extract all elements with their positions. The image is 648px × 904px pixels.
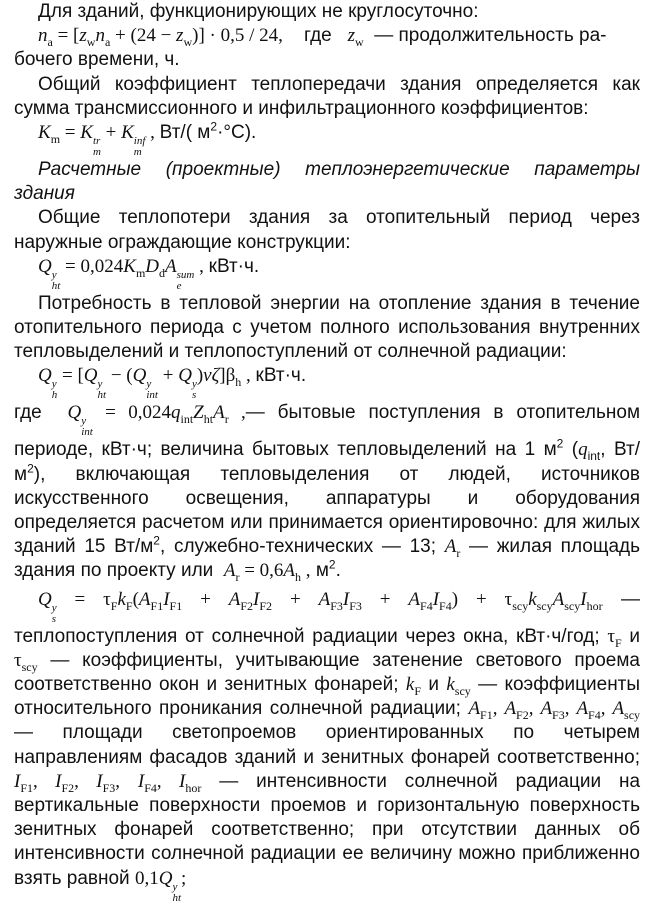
formula-km: $K_m = K$ tr m + K inf m , Вт/( $м^2\cdot^\circ С$). bbox=[38, 119, 257, 159]
section-heading: Расчетные (проектные) теплоэнергетические параметры здания bbox=[14, 159, 640, 205]
paragraph-qint: где Q y int = $0,024q_{int}Z_{ht}A_r$ ,— бытовые поступления в отопительном периоде, кВт·ч; величина бытовых тепловыделений на 1 $м^2$ ($q_{int}$, $Вт/м^2$), включающая тепловыделения от людей, источников искусственного освещения, аппаратуры и оборудования определяется расчетом или принимается ориентировочно: для жилых зданий 15 $Вт/м^2$, служебно-технических — 13; $A_r$ — жилая площадь здания по проекту или $A_r = 0,6A_h$ , $м^2$. bbox=[14, 402, 641, 585]
text-line: Для зданий, функционирующих не круглосуточно: bbox=[38, 1, 479, 22]
formula-na: $n_a = [z_wn_a + (24 - z_w)] \cdot 0,5 / 24$, где $z_w$ — продолжительность ра- bbox=[38, 25, 607, 49]
paragraph: Общие теплопотери здания за отопительный период через наружные ограждающие конструкции: bbox=[14, 207, 640, 253]
text-line: бочего времени, ч. bbox=[14, 49, 180, 71]
paragraph: Потребность в тепловой энергии на отопление здания в течение отопительного периода с учетом полного использования внутренних тепловыделений и теплопоступлений от солнечной радиации: bbox=[14, 292, 640, 363]
formula-qht: Q y ht = $0,024K_mD_dA$ sum e , кВт·ч. bbox=[38, 255, 260, 292]
paragraph: Общий коэффициент теплопередачи здания определяется как сумма трансмиссионного и инфильтрационного коэффициентов: bbox=[14, 73, 640, 119]
paragraph-qs: Q y s = $\tau_Fk_F(A_{F1}I_{F1} + A_{F2}I_{F2} + A_{F3}I_{F3} + A_{F4}I_{F4}) + \tau_{scy}k_{scy}A_{scy}I_{hor}$ — теплопоступления от солнечной радиации через окна, кВт·ч/год; $\tau_F$ и $\tau_{scy}$ — коэффициенты, учитывающие затенение светового проема соответственно окон и зенитных фонарей; $k_F$ и $k_{scy}$ — коэффициенты относительного проникания солнечной радиации; $A_{F1}$, $A_{F2}$, $A_{F3}$, $A_{F4}$, $A_{scy}$ — площади светопроемов ориентированных по четырем направлениям фасадов зданий и зенитных фонарей соответственно; $I_{F1}$, $I_{F2}$, $I_{F3}$, $I_{F4}$, $I_{hor}$ — интенсивности солнечной радиации на вертикальные поверхности проемов и горизонтальную поверхность зенитных фонарей соответственно; при отсутствии данных об интенсивности солнечной радиации ее величину можно приближенно взять равной 0,1Q y ht ; bbox=[14, 588, 641, 904]
formula-qh: Q y h = [Q y ht − (Q y int + Q y s )$\nu\zeta]\beta_h$ , кВт·ч. bbox=[38, 365, 307, 402]
